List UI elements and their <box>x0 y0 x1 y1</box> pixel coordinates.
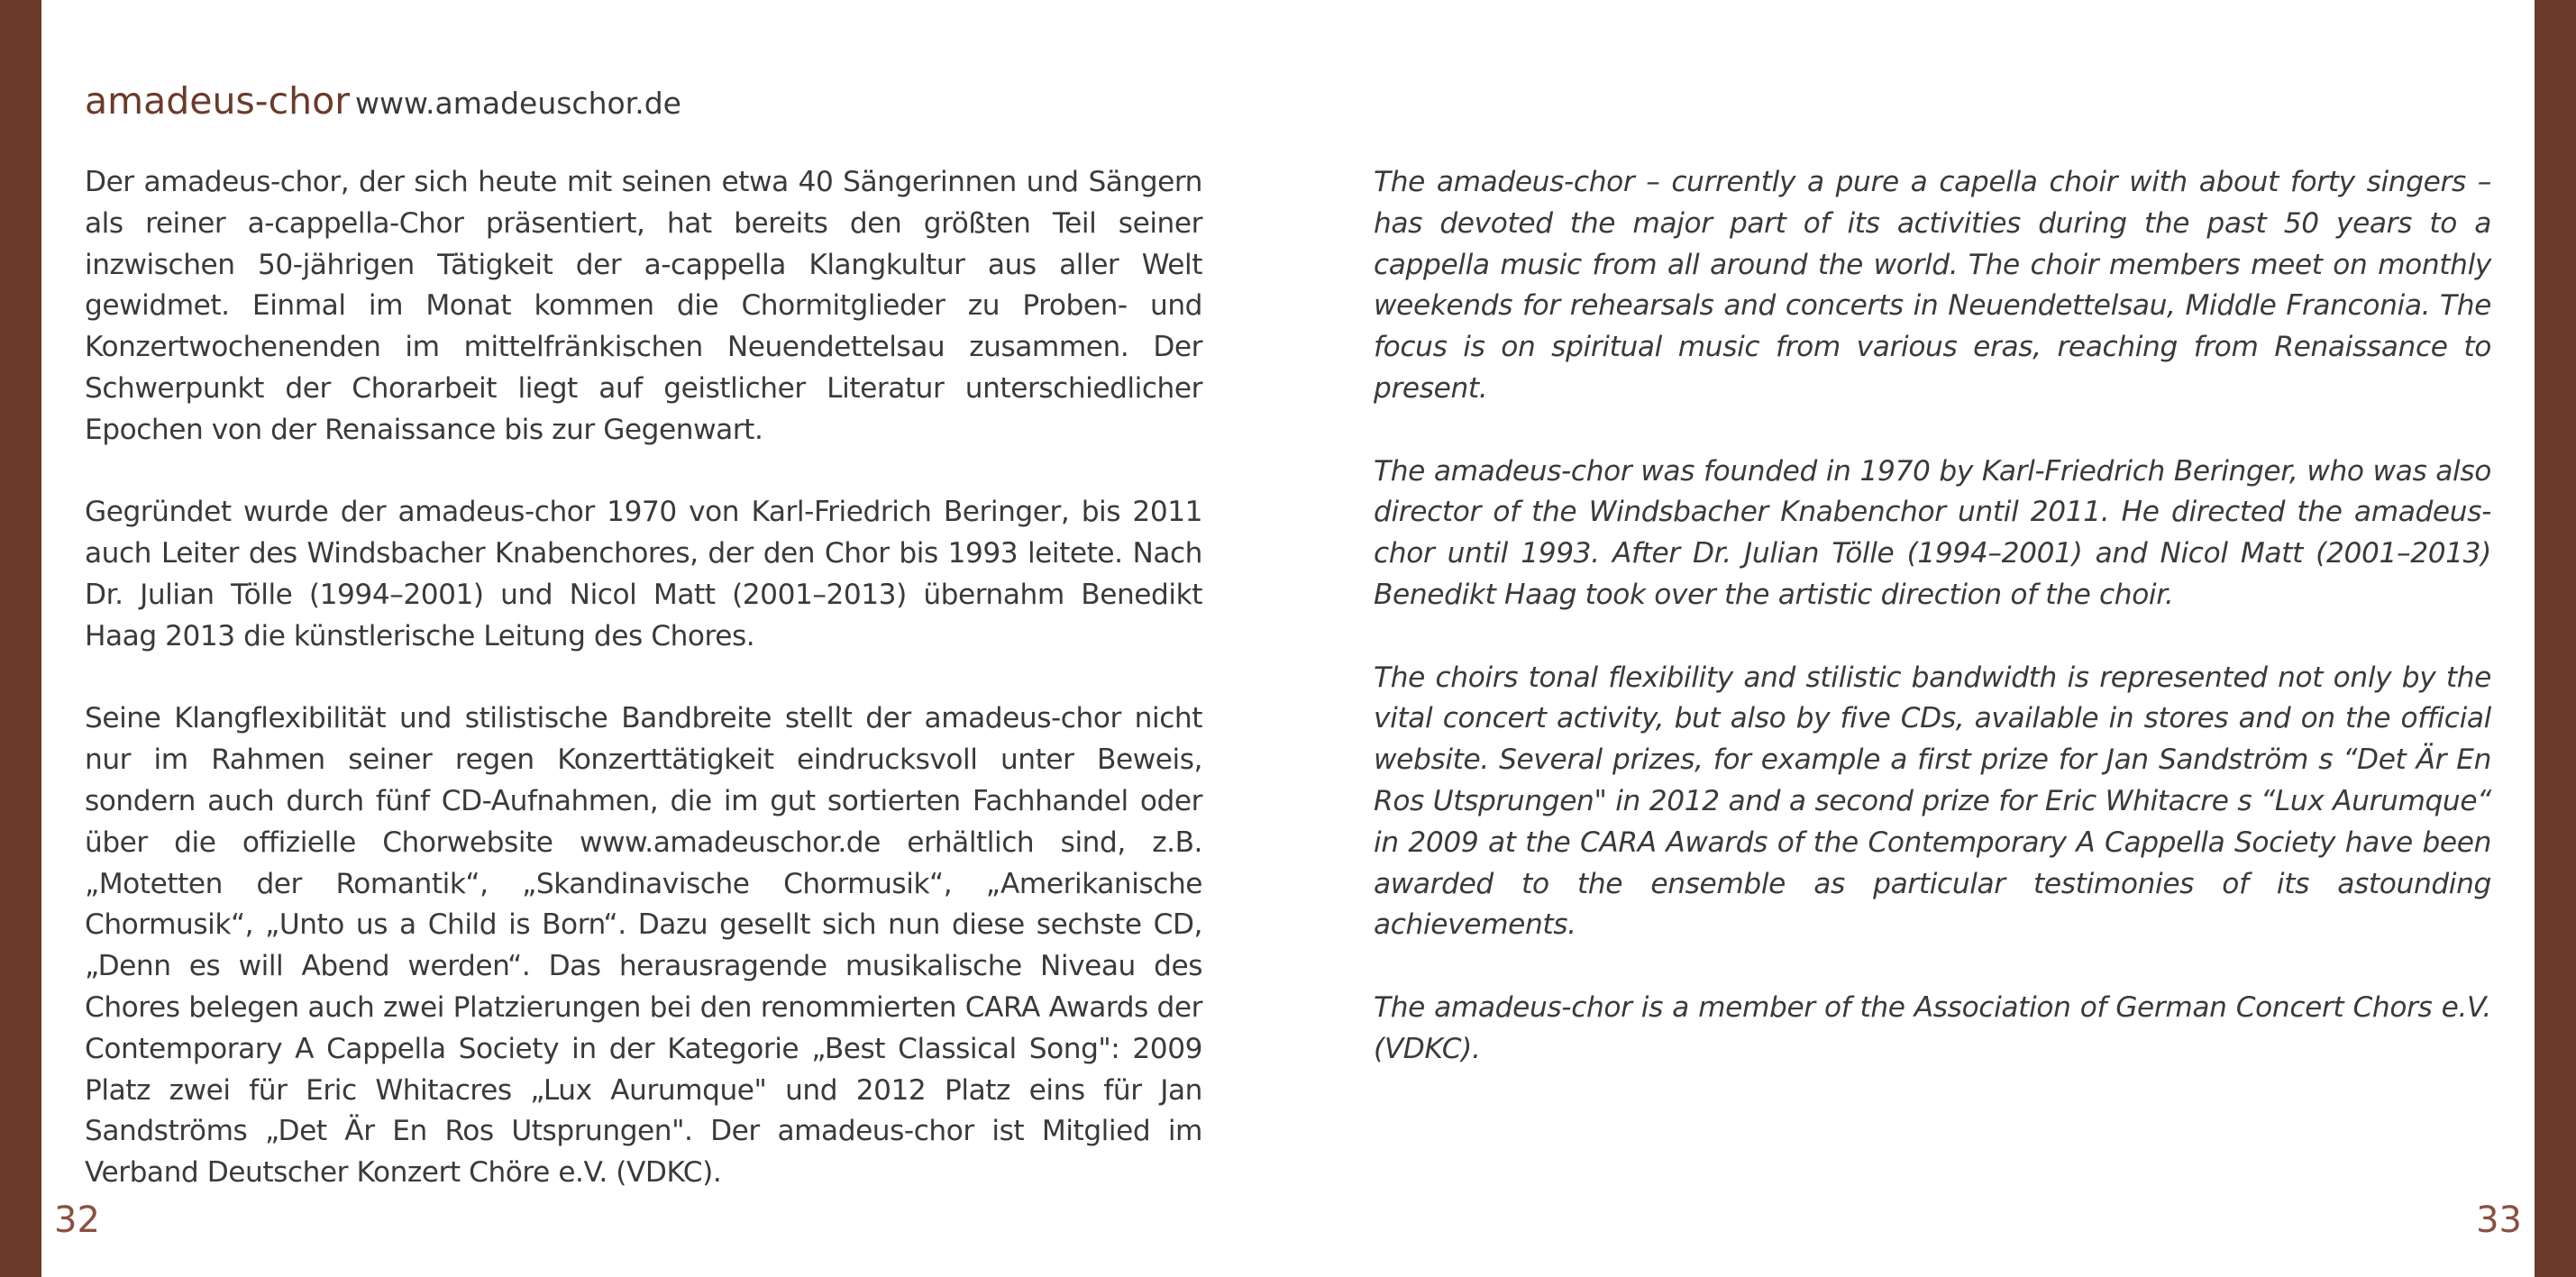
page-left <box>41 0 1288 1277</box>
choir-website: www.amadeuschor.de <box>355 86 681 121</box>
english-text-column <box>1374 162 2491 1071</box>
german-text-column <box>85 162 1202 1194</box>
english-paragraph: The amadeus-chor was founded in 1970 by Karl-Friedrich Beringer, who was also director of the Windsbacher Knabenchor until 2011. He directed the amadeus-chor until 1993. After Dr. Julian Tölle (1994–2001) and Nicol Matt (2001–2013) Benedikt Haag took over the artistic direction of the choir. <box>1374 454 2491 611</box>
german-paragraph: Seine Klangflexibilität und stilistische Bandbreite stellt der amadeus-chor nicht nur im Rahmen seiner regen Konzerttätigkeit eindrucksvoll unter Beweis, sondern auch durch fünf CD-Aufnahmen, die im gut sortierten Fachhandel oder über die offizielle Chorwebsite www.amadeuschor.de erhältlich sind, z.B. „Motetten der Romantik“, „Skandinavische Chormusik“, „Amerikanische Chormusik“, „Unto us a Child is Born“. Dazu gesellt sich nun diese sechste CD, „Denn es will Abend werden“. Das herausragende musikalische Niveau des Chores belegen auch zwei Platzierungen bei den renommierten CARA Awards der Contemporary A Cappella Society in der Kategorie „Best Classical Song": 2009 Platz zwei für Eric Whitacres „Lux Aurumque" und 2012 Platz eins für Jan Sandströms „Det Är En Ros Utsprungen". Der amadeus-chor ist Mitglied im Verband Deutscher Konzert Chöre e.V. (VDKC). <box>85 702 1202 1190</box>
german-paragraph: Gegründet wurde der amadeus-chor 1970 von Karl-Friedrich Beringer, bis 2011 auch Leiter des Windsbacher Knabenchores, der den Chor bis 1993 leitete. Nach Dr. Julian Tölle (1994–2001) und Nicol Matt (2001–2013) übernahm Benedikt Haag 2013 die künstlerische Leitung des Chores. <box>85 496 1202 652</box>
german-paragraph: Der amadeus-chor, der sich heute mit seinen etwa 40 Sängerinnen und Sängern als reiner a-cappella-Chor präsentiert, hat bereits den größten Teil seiner inzwischen 50-jährigen Tätigkeit der a-cappella Klangkultur aus aller Welt gewidmet. Einmal im Monat kommen die Chormitglieder zu Proben- und Konzertwochenenden im mittelfränkischen Neuendettelsau zusammen. Der Schwerpunkt der Chorarbeit liegt auf geistlicher Literatur unterschiedlicher Epochen von der Renaissance bis zur Gegenwart. <box>85 166 1202 446</box>
page-right <box>1288 0 2535 1277</box>
page-title <box>85 74 681 136</box>
english-paragraph: The choirs tonal flexibility and stilistic bandwidth is represented not only by the vital concert activity, but also by five CDs, available in stores and on the official website. Several prizes, for example a first prize for Jan Sandström s “Det Är En Ros Utsprungen" in 2012 and a second prize for Eric Whitacre s “Lux Aurumque“ in 2009 at the CARA Awards of the Contemporary A Cappella Society have been awarded to the ensemble as particular testimonies of its astounding achievements. <box>1374 661 2491 942</box>
right-edge-bar <box>2535 0 2576 1277</box>
page-number-right: 33 <box>2476 1199 2522 1241</box>
english-paragraph: The amadeus-chor is a member of the Association of German Concert Chors e.V. (VDKC). <box>1374 990 2491 1065</box>
english-paragraph: The amadeus-chor – currently a pure a capella choir with about forty singers – has devoted the major part of its activities during the past 50 years to a cappella music from all around the world. The choir members meet on monthly weekends for rehearsals and concerts in Neuendettelsau, Middle Franconia. The focus is on spiritual music from various eras, reaching from Renaissance to present. <box>1374 166 2491 405</box>
page-number-left: 32 <box>54 1199 100 1241</box>
left-edge-bar <box>0 0 41 1277</box>
choir-name: amadeus-chor <box>85 79 351 123</box>
